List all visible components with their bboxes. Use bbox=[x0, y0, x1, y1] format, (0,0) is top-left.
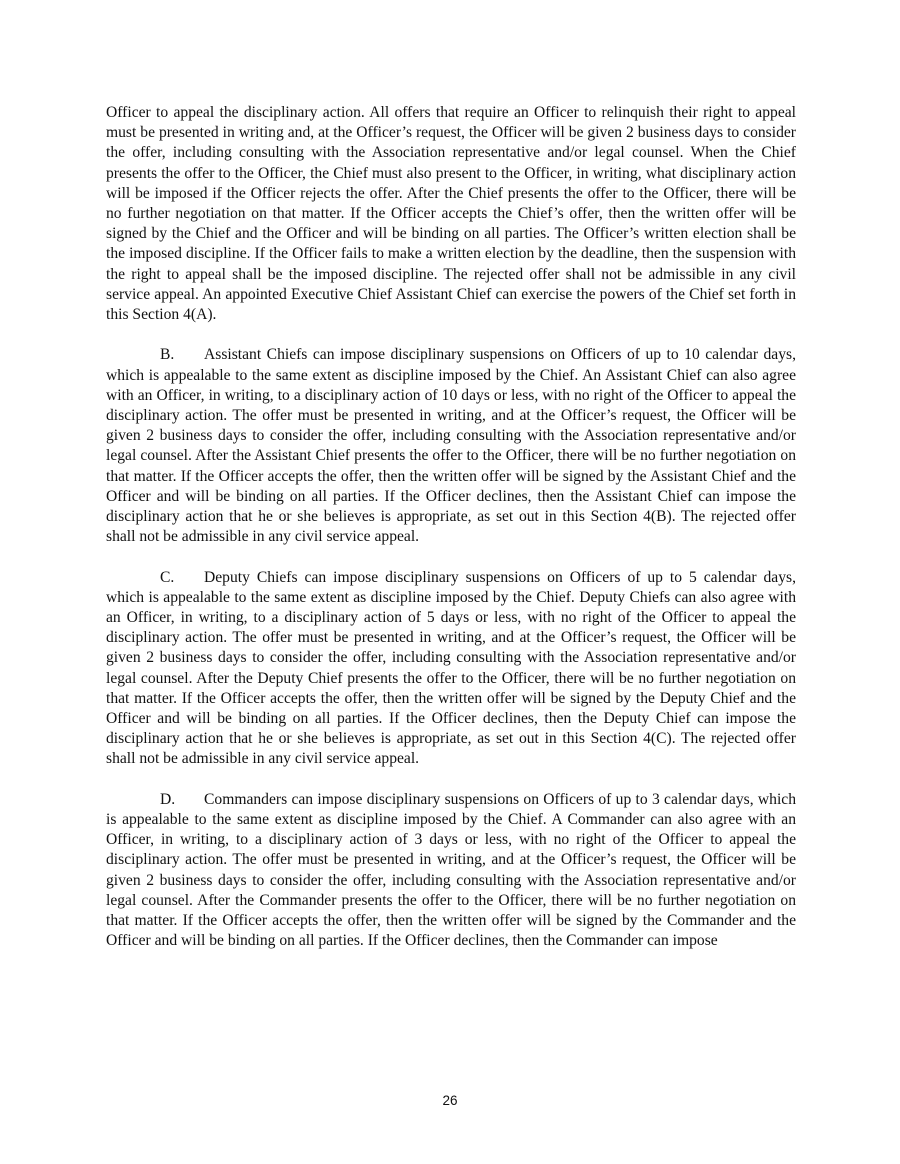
paragraph-section-b bbox=[106, 345, 796, 547]
section-text-b: Assistant Chiefs can impose disciplinary suspensions on Officers of up to 10 calendar days, which is appealable to the same extent as discipline imposed by the Chief. An Assistant Chief can also agree with an Officer, in writing, to a disciplinary action of 10 days or less, with no right of the Officer to appeal the disciplinary action. The offer must be presented in writing, and at the Officer’s request, the Officer will be given 2 business days to consider the offer, including consulting with the Association representative and/or legal counsel. After the Assistant Chief presents the offer to the Officer, there will be no further negotiation on that matter. If the Officer accepts the offer, then the written offer will be signed by the Assistant Chief and the Officer and will be binding on all parties. If the Officer declines, then the Assistant Chief can impose the disciplinary action that he or she believes is appropriate, as set out in this Section 4(B). The rejected offer shall not be admissible in any civil service appeal. bbox=[106, 346, 796, 546]
section-letter-c: C. bbox=[160, 568, 175, 586]
paragraph-section-c bbox=[106, 568, 796, 770]
section-text-c: Deputy Chiefs can impose disciplinary suspensions on Officers of up to 5 calendar days, which is appealable to the same extent as discipline imposed by the Chief. Deputy Chiefs can also agree with an Officer, in writing, to a disciplinary action of 5 days or less, with no right of the Officer to appeal the disciplinary action. The offer must be presented in writing, and at the Officer’s request, the Officer will be given 2 business days to consider the offer, including consulting with the Association representative and/or legal counsel. After the Deputy Chief presents the offer to the Officer, there will be no further negotiation on that matter. If the Officer accepts the offer, then the written offer will be signed by the Deputy Chief and the Officer and will be binding on all parties. If the Officer declines, then the Deputy Chief can impose the disciplinary action that he or she believes is appropriate, as set out in this Section 4(C). The rejected offer shall not be admissible in any civil service appeal. bbox=[106, 568, 796, 768]
section-letter-b: B. bbox=[160, 346, 175, 364]
document-body bbox=[106, 103, 796, 951]
page-number: 26 bbox=[442, 1093, 458, 1108]
paragraph-section-d bbox=[106, 790, 796, 952]
section-text-d: Commanders can impose disciplinary suspensions on Officers of up to 3 calendar days, which is appealable to the same extent as discipline imposed by the Chief. A Commander can also agree with an Officer, in writing, to a disciplinary action of 3 days or less, with no right of the Officer to appeal the disciplinary action. The offer must be presented in writing, and at the Officer’s request, the Officer will be given 2 business days to consider the offer, including consulting with the Association representative and/or legal counsel. After the Commander presents the offer to the Officer, there will be no further negotiation on that matter. If the Officer accepts the offer, then the written offer will be signed by the Commander and the Officer and will be binding on all parties. If the Officer declines, then the Commander can impose bbox=[106, 790, 796, 950]
paragraph-continuation: Officer to appeal the disciplinary action. All offers that require an Officer to relinquish their right to appeal must be presented in writing and, at the Officer’s request, the Officer will be given 2 business days to consider the offer, including consulting with the Association representative and/or legal counsel. When the Chief presents the offer to the Officer, the Chief must also present to the Officer, in writing, what disciplinary action will be imposed if the Officer rejects the offer. After the Chief presents the offer to the Officer, there will be no further negotiation on that matter. If the Officer accepts the Chief’s offer, then the written offer will be signed by the Chief and the Officer and will be binding on all parties. The Officer’s written election shall be the imposed discipline. If the Officer fails to make a written election by the deadline, then the suspension with the right to appeal shall be the imposed discipline. The rejected offer shall not be admissible in any civil service appeal. An appointed Executive Chief Assistant Chief can exercise the powers of the Chief set forth in this Section 4(A). bbox=[106, 104, 796, 324]
section-letter-d: D. bbox=[160, 790, 176, 808]
